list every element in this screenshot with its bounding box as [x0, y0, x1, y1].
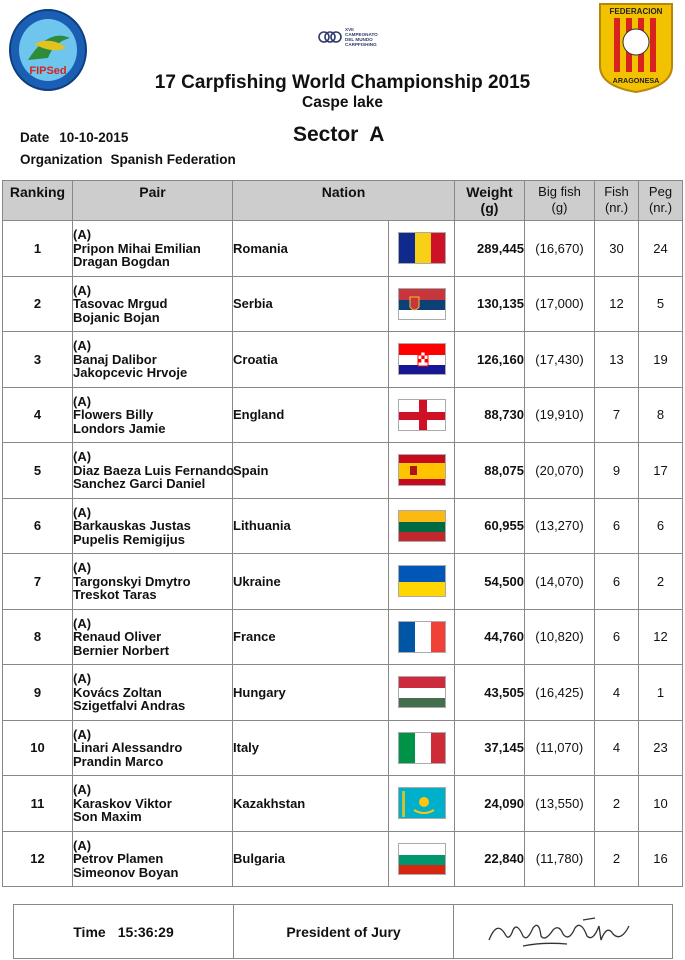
jury-signature — [483, 912, 643, 952]
rank-cell: 7 — [3, 554, 73, 610]
rank-cell: 12 — [3, 831, 73, 887]
pair-cell — [73, 554, 233, 610]
angler-name: Bernier Norbert — [73, 642, 170, 658]
weight-cell: 88,730 — [455, 387, 525, 443]
header-big-fish-unit: (g) — [551, 200, 568, 215]
peg-cell: 8 — [639, 387, 683, 443]
peg-cell: 1 — [639, 665, 683, 721]
angler-name: Barkauskas Justas — [73, 518, 191, 533]
big-fish-cell: (11,070) — [525, 720, 595, 776]
pair-sector-tag: (A) — [73, 227, 92, 242]
nation-cell: Lithuania — [233, 498, 389, 554]
jury-signature-cell — [454, 905, 672, 958]
federacion-logo-top-text: FEDERACION — [609, 7, 663, 16]
weight-cell: 54,500 — [455, 554, 525, 610]
table-row — [3, 443, 683, 499]
nation-cell: Ukraine — [233, 554, 389, 610]
peg-cell: 16 — [639, 831, 683, 887]
kazakhstan-flag-icon — [398, 787, 446, 819]
italy-flag-icon — [398, 732, 446, 764]
hungary-flag-icon — [398, 676, 446, 708]
footer-box — [13, 904, 673, 959]
angler-name: Kovács Zoltan — [73, 684, 162, 700]
header-big-fish — [525, 181, 595, 221]
rank-cell: 5 — [3, 443, 73, 499]
time-cell — [14, 905, 234, 958]
nation-cell: Kazakhstan — [233, 776, 389, 832]
angler-name: Treskot Taras — [73, 587, 157, 602]
big-fish-cell: (10,820) — [525, 609, 595, 665]
rank-cell: 8 — [3, 609, 73, 665]
pair-cell — [73, 443, 233, 499]
pair-sector-tag: (A) — [73, 338, 92, 353]
peg-cell: 23 — [639, 720, 683, 776]
flag-cell — [389, 665, 455, 721]
rank-cell: 9 — [3, 665, 73, 721]
pair-sector-tag: (A) — [73, 615, 92, 631]
table-row — [3, 276, 683, 332]
page-title: 17 Carpfishing World Championship 2015 — [154, 72, 531, 93]
big-fish-cell: (16,670) — [525, 221, 595, 277]
flag-cell — [389, 276, 455, 332]
croatia-flag-icon — [398, 343, 446, 375]
serbia-flag-icon — [398, 288, 446, 320]
ukraine-flag-icon — [398, 565, 446, 597]
fish-count-cell: 4 — [595, 720, 639, 776]
results-table — [2, 180, 683, 887]
header-ranking: Ranking — [3, 181, 73, 221]
nation-cell: Serbia — [233, 276, 389, 332]
france-flag-icon — [398, 621, 446, 653]
nation-cell: England — [233, 387, 389, 443]
nation-cell: Italy — [233, 720, 389, 776]
rank-cell: 3 — [3, 332, 73, 388]
romania-flag-icon — [398, 232, 446, 264]
pair-cell — [73, 831, 233, 887]
fish-count-cell: 2 — [595, 776, 639, 832]
big-fish-cell: (13,270) — [525, 498, 595, 554]
weight-cell: 44,760 — [455, 609, 525, 665]
big-fish-cell: (13,550) — [525, 776, 595, 832]
fish-count-cell: 9 — [595, 443, 639, 499]
lithuania-flag-icon — [398, 510, 446, 542]
fish-count-cell: 4 — [595, 665, 639, 721]
sector-title: Sector A — [293, 123, 385, 146]
angler-name: Flowers Billy — [73, 407, 154, 422]
header-peg-unit: (nr.) — [648, 200, 673, 215]
flag-cell — [389, 831, 455, 887]
header-fish — [595, 181, 639, 221]
header-peg — [639, 181, 683, 221]
organization-line — [20, 152, 236, 167]
header-peg-label: Peg — [648, 184, 673, 199]
federacion-logo-bottom-text: ARAGONESA — [612, 76, 660, 85]
peg-cell: 5 — [639, 276, 683, 332]
peg-cell: 10 — [639, 776, 683, 832]
header-weight-unit: (g) — [480, 200, 499, 216]
rank-cell: 2 — [3, 276, 73, 332]
weight-cell: 88,075 — [455, 443, 525, 499]
angler-name: Banaj Dalibor — [73, 351, 157, 367]
carp-rings-icon — [318, 30, 342, 44]
pair-cell — [73, 665, 233, 721]
pair-cell — [73, 276, 233, 332]
table-row — [3, 387, 683, 443]
table-row — [3, 609, 683, 665]
pair-sector-tag: (A) — [73, 726, 92, 742]
angler-name: Son Maxim — [73, 809, 142, 824]
header-fish-unit: (nr.) — [604, 200, 629, 215]
organization-value: Spanish Federation — [110, 152, 236, 167]
weight-cell: 130,135 — [455, 276, 525, 332]
angler-name: Petrov Plamen — [73, 851, 164, 866]
fish-count-cell: 30 — [595, 221, 639, 277]
table-row — [3, 332, 683, 388]
pair-sector-tag: (A) — [73, 671, 92, 686]
flag-cell — [389, 609, 455, 665]
nation-cell: Romania — [233, 221, 389, 277]
fish-count-cell: 7 — [595, 387, 639, 443]
pair-sector-tag: (A) — [73, 560, 92, 575]
rank-cell: 4 — [3, 387, 73, 443]
fish-count-cell: 6 — [595, 609, 639, 665]
flag-cell — [389, 387, 455, 443]
fish-count-cell: 6 — [595, 554, 639, 610]
table-row — [3, 554, 683, 610]
big-fish-cell: (17,000) — [525, 276, 595, 332]
big-fish-cell: (11,780) — [525, 831, 595, 887]
spain-flag-icon — [398, 454, 446, 486]
championship-logo-line: CARPFISHING — [345, 42, 377, 48]
fipsed-logo-text: FIPSed — [29, 65, 67, 77]
nation-cell: Spain — [233, 443, 389, 499]
big-fish-cell: (19,910) — [525, 387, 595, 443]
big-fish-cell: (14,070) — [525, 554, 595, 610]
fish-count-cell: 6 — [595, 498, 639, 554]
pair-cell — [73, 498, 233, 554]
angler-name: Tasovac Mrgud — [73, 296, 168, 311]
flag-cell — [389, 554, 455, 610]
england-flag-icon — [398, 399, 446, 431]
time-label: Time — [73, 923, 106, 940]
rank-cell: 11 — [3, 776, 73, 832]
weight-cell: 126,160 — [455, 332, 525, 388]
angler-name: Szigetfalvi Andras — [73, 698, 186, 713]
angler-name: Bojanic Bojan — [73, 309, 160, 325]
president-of-jury-label: President of Jury — [234, 905, 454, 958]
nation-cell: France — [233, 609, 389, 665]
time-value: 15:36:29 — [117, 923, 174, 940]
weight-cell: 37,145 — [455, 720, 525, 776]
angler-name: Jakopcevic Hrvoje — [73, 365, 188, 380]
big-fish-cell: (16,425) — [525, 665, 595, 721]
angler-name: Pupelis Remigijus — [73, 531, 185, 547]
table-row — [3, 831, 683, 887]
championship-logo-line: XVII — [345, 26, 354, 32]
peg-cell: 12 — [639, 609, 683, 665]
table-row — [3, 498, 683, 554]
angler-name: Renaud Oliver — [73, 629, 162, 644]
angler-name: Simeonov Boyan — [73, 864, 179, 880]
header-weight-label: Weight — [466, 184, 513, 200]
flag-cell — [389, 498, 455, 554]
pair-cell — [73, 609, 233, 665]
pair-sector-tag: (A) — [73, 282, 92, 298]
championship-logo-line: DEL MUNDO — [345, 37, 373, 42]
pair-sector-tag: (A) — [73, 504, 92, 520]
big-fish-cell: (17,430) — [525, 332, 595, 388]
flag-cell — [389, 720, 455, 776]
date-label: Date — [20, 130, 50, 145]
peg-cell: 24 — [639, 221, 683, 277]
nation-cell: Hungary — [233, 665, 389, 721]
table-row — [3, 720, 683, 776]
weight-cell: 289,445 — [455, 221, 525, 277]
header-fish-label: Fish — [604, 184, 629, 199]
angler-name: Londors Jamie — [73, 420, 166, 436]
date-value: 10-10-2015 — [59, 130, 129, 145]
angler-name: Karaskov Viktor — [73, 795, 172, 811]
angler-name: Dragan Bogdan — [73, 254, 170, 269]
peg-cell: 6 — [639, 498, 683, 554]
pair-cell — [73, 776, 233, 832]
date-line — [20, 130, 128, 145]
rank-cell: 1 — [3, 221, 73, 277]
angler-name: Pripon Mihai Emilian — [73, 240, 201, 256]
angler-name: Sanchez Garci Daniel — [73, 476, 206, 491]
bulgaria-flag-icon — [398, 843, 446, 875]
table-row — [3, 221, 683, 277]
organization-label: Organization — [20, 152, 103, 167]
flag-cell — [389, 776, 455, 832]
flag-cell — [389, 443, 455, 499]
pair-cell — [73, 221, 233, 277]
table-row — [3, 776, 683, 832]
nation-cell: Croatia — [233, 332, 389, 388]
weight-cell: 60,955 — [455, 498, 525, 554]
championship-logo-line: CAMPEONATO — [345, 31, 378, 37]
table-row — [3, 665, 683, 721]
header-weight — [455, 181, 525, 221]
table-header-row — [3, 181, 683, 221]
big-fish-cell: (20,070) — [525, 443, 595, 499]
peg-cell: 17 — [639, 443, 683, 499]
rank-cell: 10 — [3, 720, 73, 776]
weight-cell: 24,090 — [455, 776, 525, 832]
angler-name: Linari Alessandro — [73, 740, 183, 755]
flag-cell — [389, 332, 455, 388]
rank-cell: 6 — [3, 498, 73, 554]
angler-name: Diaz Baeza Luis Fernando — [73, 462, 235, 478]
flag-cell — [389, 221, 455, 277]
header-big-fish-label: Big fish — [538, 184, 581, 199]
pair-sector-tag: (A) — [73, 782, 92, 797]
peg-cell: 19 — [639, 332, 683, 388]
weight-cell: 22,840 — [455, 831, 525, 887]
header-pair: Pair — [73, 181, 233, 221]
pair-sector-tag: (A) — [73, 393, 92, 409]
pair-sector-tag: (A) — [73, 449, 92, 464]
page-subtitle: Caspe lake — [302, 94, 383, 111]
pair-cell — [73, 387, 233, 443]
angler-name: Targonskyi Dmytro — [73, 573, 191, 589]
fish-count-cell: 13 — [595, 332, 639, 388]
angler-name: Prandin Marco — [73, 753, 164, 769]
peg-cell: 2 — [639, 554, 683, 610]
weight-cell: 43,505 — [455, 665, 525, 721]
pair-cell — [73, 332, 233, 388]
pair-sector-tag: (A) — [73, 837, 92, 853]
pair-cell — [73, 720, 233, 776]
championship-logo — [318, 24, 388, 50]
fish-count-cell: 2 — [595, 831, 639, 887]
nation-cell: Bulgaria — [233, 831, 389, 887]
header-nation: Nation — [233, 181, 455, 221]
fish-count-cell: 12 — [595, 276, 639, 332]
